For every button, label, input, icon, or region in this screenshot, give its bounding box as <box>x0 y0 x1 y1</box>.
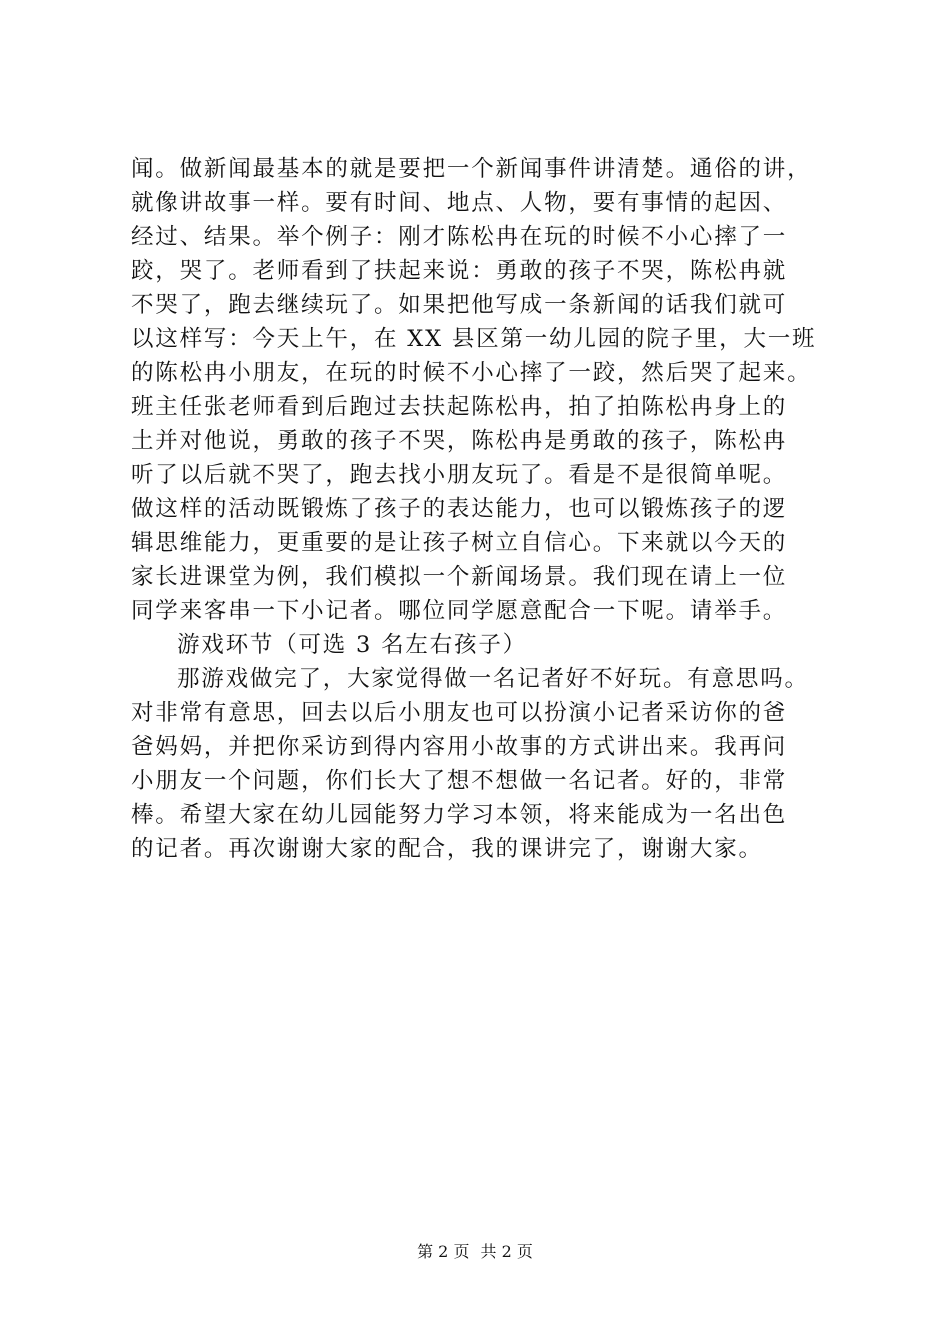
text-line: 辑思维能力，更重要的是让孩子树立自信心。下来就以今天的 <box>131 530 788 556</box>
text-line: 以这样写：今天上午，在 XX 县区第一幼儿园的院子里，大一班 <box>131 326 817 352</box>
text-line: 爸妈妈，并把你采访到得内容用小故事的方式讲出来。我再问 <box>131 734 788 760</box>
page-total: 共 2 页 <box>480 1242 533 1261</box>
text-line: 听了以后就不哭了，跑去找小朋友玩了。看是不是很简单呢。 <box>131 462 788 488</box>
text-line: 跤，哭了。老师看到了扶起来说：勇敢的孩子不哭，陈松冉就 <box>131 258 788 284</box>
page-number: 第 2 页 <box>417 1242 470 1261</box>
text-line: 棒。希望大家在幼儿园能努力学习本领，将来能成为一名出色 <box>131 802 788 828</box>
text-line: 班主任张老师看到后跑过去扶起陈松冉，拍了拍陈松冉身上的 <box>131 394 788 420</box>
page-footer <box>0 1241 950 1263</box>
text-line: 同学来客串一下小记者。哪位同学愿意配合一下呢。请举手。 <box>131 598 788 624</box>
paragraph-first-line: 那游戏做完了，大家觉得做一名记者好不好玩。有意思吗。 <box>177 666 809 692</box>
text-line: 土并对他说，勇敢的孩子不哭，陈松冉是勇敢的孩子，陈松冉 <box>131 428 788 454</box>
text-line: 的陈松冉小朋友，在玩的时候不小心摔了一跤，然后哭了起来。 <box>131 360 812 386</box>
text-line: 家长进课堂为例，我们模拟一个新闻场景。我们现在请上一位 <box>131 564 788 590</box>
text-line: 闻。做新闻最基本的就是要把一个新闻事件讲清楚。通俗的讲， <box>131 156 812 182</box>
text-line: 对非常有意思，回去以后小朋友也可以扮演小记者采访你的爸 <box>131 700 788 726</box>
text-line: 做这样的活动既锻炼了孩子的表达能力，也可以锻炼孩子的逻 <box>131 496 788 522</box>
document-body <box>131 152 851 866</box>
text-line: 就像讲故事一样。要有时间、地点、人物，要有事情的起因、 <box>131 190 788 216</box>
text-line: 的记者。再次谢谢大家的配合，我的课讲完了，谢谢大家。 <box>131 836 763 862</box>
text-line: 不哭了，跑去继续玩了。如果把他写成一条新闻的话我们就可 <box>131 292 788 318</box>
text-line: 经过、结果。举个例子：刚才陈松冉在玩的时候不小心摔了一 <box>131 224 788 250</box>
section-heading: 游戏环节（可选 3 名左右孩子） <box>177 632 527 658</box>
text-line: 小朋友一个问题，你们长大了想不想做一名记者。好的，非常 <box>131 768 788 794</box>
